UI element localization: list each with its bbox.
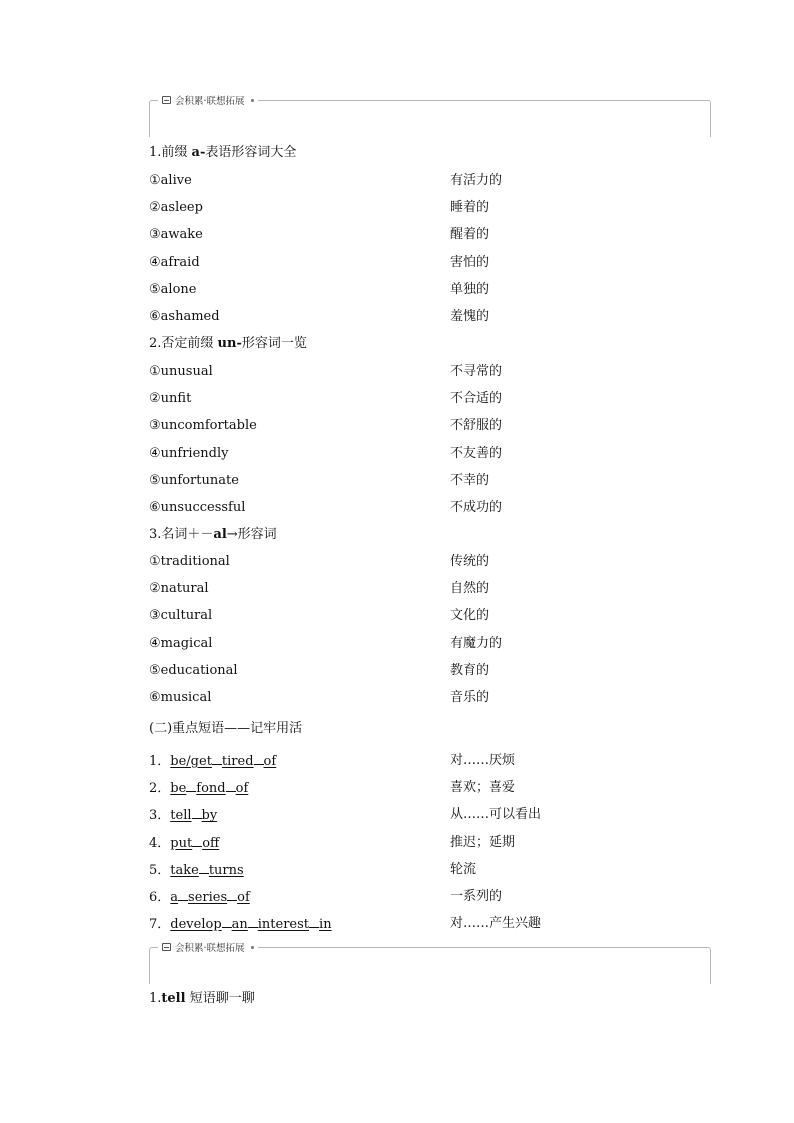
blank-underline: [192, 806, 202, 819]
blank-underline: [222, 915, 232, 928]
vocab-meaning: 不寻常的: [450, 364, 503, 379]
heading-bold: a-: [191, 145, 206, 160]
blank-underline: [227, 888, 237, 901]
phrase-row: [149, 834, 219, 852]
phrase-word: develop: [170, 917, 222, 933]
vocab-word: ②asleep: [149, 200, 203, 216]
vocab-meaning: 醒着的: [450, 227, 490, 243]
box-label: 会积累·联想拓展: [175, 96, 245, 107]
phrases-title: (二)重点短语——记牢用活: [149, 721, 303, 736]
section3-heading: [149, 526, 277, 544]
vocab-word: ④magical: [149, 635, 213, 651]
vocab-word: ③uncomfortable: [149, 418, 257, 434]
blank-underline: [192, 834, 202, 847]
vocab-word: ⑤alone: [149, 281, 197, 297]
vocab-meaning: 不幸的: [450, 472, 490, 488]
vocab-word: ⑥ashamed: [149, 309, 220, 324]
heading-prefix: 3.名词＋－: [149, 527, 214, 542]
phrase-word: a: [170, 890, 179, 905]
phrase-word: put: [170, 835, 193, 851]
heading-prefix: 2.否定前缀: [149, 336, 218, 351]
vocab-word: ④unfriendly: [149, 445, 229, 461]
vocab-word: ⑥musical: [149, 690, 212, 705]
box-tag: [158, 93, 258, 107]
vocab-meaning: 不成功的: [450, 500, 503, 515]
vocab-meaning: 害怕的: [450, 254, 490, 270]
phrase-meaning: 对……厌烦: [450, 753, 516, 768]
vocab-word: ①unusual: [149, 364, 213, 379]
section-box-header: [149, 943, 711, 984]
vocab-meaning: 传统的: [450, 554, 490, 569]
vocab-word: ②unfit: [149, 391, 192, 407]
vocab-word: ⑤unfortunate: [149, 472, 239, 488]
phrase-word: of: [263, 754, 277, 769]
phrase-word: series: [188, 890, 228, 905]
vocab-meaning: 自然的: [450, 581, 490, 597]
phrase-meaning: 一系列的: [450, 889, 503, 904]
heading-prefix: 1.: [149, 991, 162, 1006]
phrase-meaning: 喜欢；喜爱: [450, 780, 516, 796]
phrase-word: by: [201, 808, 218, 824]
phrase-row: [149, 915, 332, 933]
box-label: 会积累·联想拓展: [175, 943, 245, 954]
vocab-meaning: 教育的: [450, 662, 490, 678]
vocab-word: ④afraid: [149, 254, 200, 270]
phrase-number: 3．: [149, 808, 171, 824]
tell-heading: [149, 990, 255, 1008]
vocab-meaning: 有魔力的: [450, 635, 503, 651]
phrase-word: tired: [221, 754, 254, 769]
dot-icon: [251, 99, 254, 102]
vocab-meaning: 睡着的: [450, 200, 490, 216]
vocab-word: ②natural: [149, 581, 209, 597]
phrase-word: in: [319, 917, 332, 933]
vocab-meaning: 不舒服的: [450, 418, 503, 434]
phrase-number: 6．: [149, 890, 171, 905]
vocab-word: ⑤educational: [149, 662, 238, 678]
phrase-row: [149, 861, 244, 879]
vocab-meaning: 有活力的: [450, 173, 503, 188]
phrase-number: 1．: [149, 754, 171, 769]
phrase-number: 4．: [149, 835, 171, 851]
phrase-number: 5．: [149, 862, 171, 878]
vocab-meaning: 音乐的: [450, 690, 490, 705]
blank-underline: [254, 752, 264, 765]
phrase-word: take: [170, 862, 199, 878]
blank-underline: [186, 779, 196, 792]
vocab-word: ③cultural: [149, 608, 213, 624]
phrase-row: [149, 779, 248, 797]
vocab-word: ⑥unsuccessful: [149, 500, 246, 515]
vocab-meaning: 文化的: [450, 608, 490, 624]
heading-suffix: 表语形容词大全: [205, 145, 297, 160]
phrase-meaning: 推迟；延期: [450, 834, 516, 850]
vocab-meaning: 不友善的: [450, 445, 503, 461]
phrase-word: of: [235, 781, 249, 797]
blank-underline: [178, 888, 188, 901]
phrase-word: turns: [208, 862, 244, 878]
vocab-word: ①traditional: [149, 554, 230, 569]
vocab-word: ③awake: [149, 227, 203, 243]
phrase-word: fond: [196, 781, 226, 797]
vocab-word: ①alive: [149, 173, 192, 188]
vocab-meaning: 羞愧的: [450, 309, 490, 324]
phrase-word: interest: [257, 917, 310, 933]
blank-underline: [248, 915, 258, 928]
section-box-header: [149, 96, 711, 137]
phrase-word: tell: [170, 808, 192, 824]
heading-suffix: 短语聊一聊: [185, 991, 255, 1006]
heading-suffix: 形容词一览: [241, 336, 307, 351]
phrase-meaning: 轮流: [450, 861, 477, 877]
phrase-meaning: 对……产生兴趣: [450, 916, 542, 932]
blank-underline: [309, 915, 319, 928]
blank-underline: [212, 752, 222, 765]
heading-suffix: →形容词: [226, 527, 277, 542]
phrase-number: 2．: [149, 781, 171, 797]
section2-heading: [149, 335, 307, 353]
phrase-word: be: [170, 781, 187, 797]
phrase-row: [149, 806, 217, 824]
dot-icon: [251, 946, 254, 949]
box-tag: [158, 940, 258, 954]
phrase-row: [149, 888, 250, 906]
vocab-meaning: 单独的: [450, 281, 490, 297]
heading-bold: un-: [217, 336, 242, 351]
phrase-word: off: [202, 835, 220, 851]
book-icon: [162, 96, 171, 104]
section1-heading: [149, 144, 296, 162]
phrase-word: of: [237, 890, 250, 905]
book-icon: [162, 943, 171, 951]
phrase-word: an: [231, 917, 248, 933]
phrase-word: be/get: [170, 754, 212, 769]
heading-prefix: 1.前缀: [149, 145, 192, 160]
phrase-meaning: 从……可以看出: [450, 807, 542, 823]
vocab-meaning: 不合适的: [450, 391, 503, 407]
blank-underline: [226, 779, 236, 792]
phrase-row: [149, 752, 276, 770]
heading-bold: tell: [161, 991, 186, 1006]
blank-underline: [199, 861, 209, 874]
heading-bold: al: [213, 527, 227, 542]
phrase-number: 7．: [149, 917, 171, 933]
